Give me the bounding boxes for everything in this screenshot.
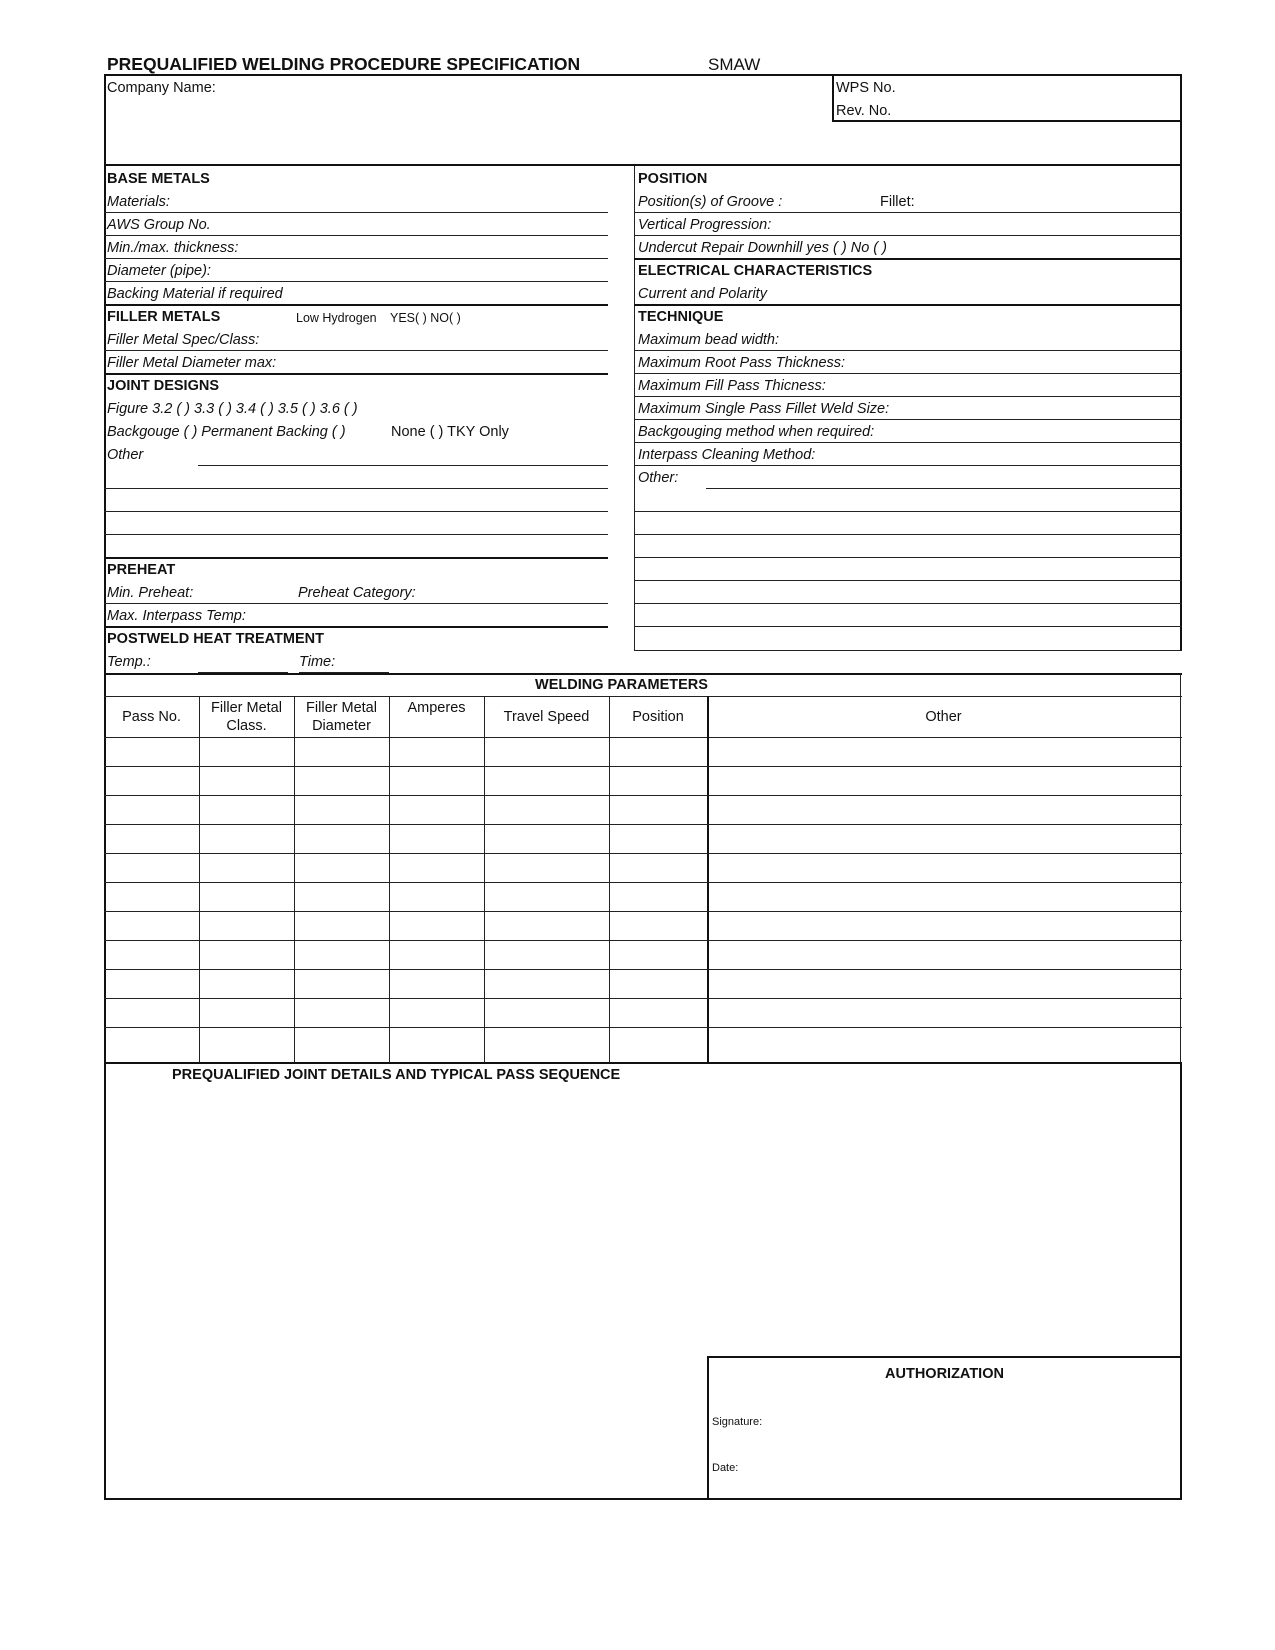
table-row — [104, 1027, 1182, 1028]
wps-no-label: WPS No. — [836, 80, 896, 96]
col-filler-diameter: Filler Metal Diameter — [306, 700, 377, 734]
rule — [634, 603, 1182, 604]
groove-position-label: Position(s) of Groove : — [638, 194, 783, 210]
rule — [634, 212, 1182, 213]
table-row — [104, 853, 1182, 854]
rule — [634, 626, 1182, 627]
rule — [634, 580, 1182, 581]
col-amperes: Amperes — [407, 700, 466, 716]
table-row — [104, 824, 1182, 825]
grid-col — [707, 696, 709, 1063]
rule — [634, 650, 1182, 651]
rule — [634, 557, 1182, 558]
table-row — [104, 940, 1182, 941]
process-label: SMAW — [708, 55, 761, 74]
section-rule — [104, 304, 608, 306]
rev-no-label: Rev. No. — [836, 103, 892, 119]
authorization-heading: AUTHORIZATION — [885, 1366, 1004, 1382]
section-rule — [104, 626, 608, 628]
rule — [104, 350, 608, 351]
col-pass-no: Pass No. — [122, 709, 181, 725]
grid-col — [294, 696, 295, 1063]
rule — [198, 465, 608, 466]
col-other: Other — [925, 709, 962, 725]
rule — [104, 235, 608, 236]
col-travel-speed: Travel Speed — [503, 709, 590, 725]
rule — [104, 212, 608, 213]
electrical-heading: ELECTRICAL CHARACTERISTICS — [638, 263, 873, 279]
form-left-border — [104, 166, 106, 1500]
signature-label: Signature: — [712, 1416, 763, 1428]
welding-parameters-heading: WELDING PARAMETERS — [535, 677, 708, 693]
rule — [104, 281, 608, 282]
rule — [634, 396, 1182, 397]
welding-parameters-top-rule — [104, 673, 1182, 675]
preheat-heading: PREHEAT — [107, 562, 176, 578]
rule — [706, 488, 1182, 489]
table-right-border — [1180, 673, 1181, 1063]
filler-spec-label: Filler Metal Spec/Class: — [107, 332, 260, 348]
aws-group-label: AWS Group No. — [107, 217, 211, 233]
vertical-progression-label: Vertical Progression: — [638, 217, 772, 233]
undercut-repair-label: Undercut Repair Downhill yes ( ) No ( ) — [638, 240, 887, 256]
rule — [634, 442, 1182, 443]
rule — [104, 511, 608, 512]
fill-pass-label: Maximum Fill Pass Thicness: — [638, 378, 826, 394]
date-label: Date: — [712, 1462, 739, 1474]
pwht-heading: POSTWELD HEAT TREATMENT — [107, 631, 324, 647]
page-title: PREQUALIFIED WELDING PROCEDURE SPECIFICATION — [107, 54, 581, 74]
backgouge-options: Backgouge ( ) Permanent Backing ( ) — [107, 424, 346, 440]
technique-heading: TECHNIQUE — [638, 309, 724, 325]
form-right-border — [1180, 166, 1182, 650]
table-row — [104, 969, 1182, 970]
joint-details-heading: PREQUALIFIED JOINT DETAILS AND TYPICAL PASS SEQUENCE — [172, 1067, 621, 1083]
fillet-label: Fillet: — [880, 194, 915, 210]
low-hydrogen-label: Low Hydrogen — [296, 311, 377, 325]
grid-col — [484, 696, 485, 1063]
company-name-label: Company Name: — [107, 80, 216, 96]
thickness-label: Min./max. thickness: — [107, 240, 239, 256]
bead-width-label: Maximum bead width: — [638, 332, 780, 348]
col-filler-class: Filler Metal Class. — [211, 700, 282, 734]
rule — [634, 419, 1182, 420]
table-header-top-rule — [104, 696, 1182, 697]
rule — [104, 488, 608, 489]
pwht-temp-label: Temp.: — [107, 654, 151, 670]
table-header-bottom-rule — [104, 737, 1182, 738]
table-bottom-rule — [104, 1062, 1182, 1064]
pwht-time-label: Time: — [299, 654, 336, 670]
single-pass-label: Maximum Single Pass Fillet Weld Size: — [638, 401, 890, 417]
base-metals-heading: BASE METALS — [107, 171, 210, 187]
joint-other-label: Other — [107, 447, 144, 463]
table-row — [104, 911, 1182, 912]
preheat-category-label: Preheat Category: — [298, 585, 416, 601]
rule — [634, 534, 1182, 535]
grid-col — [199, 696, 200, 1063]
joint-designs-heading: JOINT DESIGNS — [107, 378, 219, 394]
filler-diameter-label: Filler Metal Diameter max: — [107, 355, 277, 371]
grid-col — [389, 696, 390, 1063]
root-pass-label: Maximum Root Pass Thickness: — [638, 355, 846, 371]
current-polarity-label: Current and Polarity — [638, 286, 767, 302]
none-tky-options: None ( ) TKY Only — [391, 424, 509, 440]
col-position: Position — [632, 709, 684, 725]
rule — [104, 258, 608, 259]
section-rule — [104, 557, 608, 559]
position-heading: POSITION — [638, 171, 708, 187]
right-column-left-border — [634, 166, 635, 650]
rule — [634, 350, 1182, 351]
table-row — [104, 882, 1182, 883]
backing-label: Backing Material if required — [107, 286, 283, 302]
max-interpass-label: Max. Interpass Temp: — [107, 608, 246, 624]
materials-label: Materials: — [107, 194, 170, 210]
grid-col — [609, 696, 610, 1063]
rule — [104, 534, 608, 535]
filler-metals-heading: FILLER METALS — [107, 309, 221, 325]
backgouging-method-label: Backgouging method when required: — [638, 424, 875, 440]
figure-options: Figure 3.2 ( ) 3.3 ( ) 3.4 ( ) 3.5 ( ) 3.6 ( ) — [107, 401, 358, 417]
section-rule — [634, 258, 1182, 260]
rule — [634, 235, 1182, 236]
table-row — [104, 766, 1182, 767]
rule — [634, 373, 1182, 374]
low-hydrogen-choice: YES( ) NO( ) — [390, 311, 461, 325]
technique-other-label: Other: — [638, 470, 679, 486]
table-row — [104, 795, 1182, 796]
diameter-label: Diameter (pipe): — [107, 263, 211, 279]
section-rule — [634, 304, 1182, 306]
table-row — [104, 998, 1182, 999]
min-preheat-label: Min. Preheat: — [107, 585, 194, 601]
rule — [634, 511, 1182, 512]
rule — [104, 603, 608, 604]
section-rule — [104, 373, 608, 375]
interpass-cleaning-label: Interpass Cleaning Method: — [638, 447, 816, 463]
rule — [634, 465, 1182, 466]
